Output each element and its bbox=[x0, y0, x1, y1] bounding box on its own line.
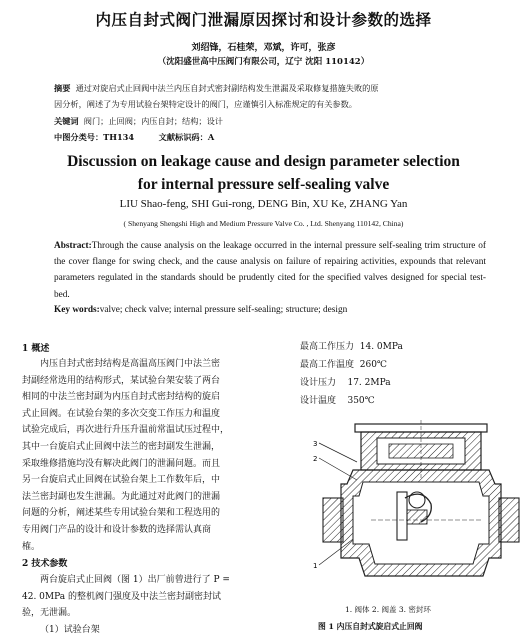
en-affiliation: ( Shenyang Shengshi High and Medium Pressure Valve Co. , Ltd. Shenyang 110142, China) bbox=[123, 219, 404, 228]
section1-line: 其中一台旋启式止回阀中法兰的密封副发生泄漏， bbox=[22, 441, 221, 452]
figure-label-2: 2 bbox=[313, 455, 318, 463]
valve-disc bbox=[397, 492, 407, 540]
figure-caption: 图 1 内压自封式旋启式止回阀 bbox=[318, 622, 423, 631]
cn-authors: 刘绍锋，石桂荣，邓斌，许可，张彦 bbox=[191, 43, 336, 53]
section1-line: 封副经常选用的结构形式，某试验台架安装了两台 bbox=[22, 375, 221, 386]
figure-parts: 1. 阀体 2. 阀盖 3. 密封环 bbox=[345, 605, 431, 614]
param-label: 设计压力 bbox=[300, 378, 337, 388]
valve-drawing bbox=[305, 418, 520, 598]
en-keywords-label: Key words: bbox=[54, 305, 100, 315]
cn-keywords-label: 关键词 bbox=[54, 116, 79, 126]
cn-abstract bbox=[54, 80, 484, 112]
outlet-end bbox=[499, 498, 519, 542]
section2-heading: 2 技术参数 bbox=[22, 559, 68, 569]
section1-line: 内压自封式密封结构是高温高压阀门中法兰密 bbox=[40, 359, 221, 369]
param-label: 设计温度 bbox=[300, 396, 337, 406]
cn-abstract-line1: 通过对旋启式止回阀中法兰内压自封式密封副结构发生泄漏及采取修复措施失败的原 bbox=[75, 83, 379, 93]
section1-line: 法兰密封副也发生泄漏。为此通过对此阀门的泄漏 bbox=[22, 491, 221, 502]
param-row bbox=[300, 356, 403, 374]
section1-line: 采取维修措施均没有解决此阀门的泄漏问题。而且 bbox=[22, 458, 221, 469]
figure-label-3: 3 bbox=[313, 440, 318, 448]
cn-affiliation: （沈阳盛世高中压阀门有限公司，辽宁 沈阳 110142） bbox=[157, 57, 370, 67]
section2-line: 验，无泄漏。 bbox=[22, 608, 77, 619]
cn-classification bbox=[54, 132, 236, 143]
param-value: 17. 2MPa bbox=[347, 378, 391, 388]
inlet-end bbox=[323, 498, 343, 542]
cn-cls-value: TH134 bbox=[103, 132, 135, 142]
cn-cls-label: 中图分类号： bbox=[54, 132, 104, 142]
en-abstract-text: Through the cause analysis on the leakage occurred in the internal pressure self-sealing trim structure of the cover flange for swing check, and the cause analysis on failure of repairing activities, expounds that relevant parameters regulated in the standards should be prudently cited for the specified valves designed for special test-bed. bbox=[54, 241, 486, 300]
param-label: 最高工作温度 bbox=[300, 360, 355, 370]
section2-body bbox=[22, 572, 270, 638]
section2-line: 两台旋启式止回阀（图 1）出厂前曾进行了 P = bbox=[40, 575, 230, 585]
en-abstract-label: Abstract: bbox=[54, 241, 92, 251]
figure-label-1: 1 bbox=[313, 562, 318, 570]
param-row bbox=[300, 392, 403, 410]
section1-line: 榷。 bbox=[22, 541, 41, 552]
cn-abstract-label: 摘要 bbox=[54, 83, 71, 93]
cn-keywords-text: 阀门；止回阀；内压自封；结构；设计 bbox=[83, 116, 223, 126]
param-label: 最高工作压力 bbox=[300, 342, 355, 352]
en-title bbox=[0, 150, 527, 196]
param-list bbox=[300, 338, 403, 410]
en-title-line2: for internal pressure self-sealing valve bbox=[137, 176, 390, 193]
section1-heading: 1 概述 bbox=[22, 344, 50, 354]
param-row bbox=[300, 338, 403, 356]
cn-doc-label: 文献标识码： bbox=[158, 132, 208, 142]
param-row bbox=[300, 374, 403, 392]
disc-nut bbox=[407, 510, 427, 524]
section1-line: 式止回阀。在试验台架的多次交变工作压力和温度 bbox=[22, 408, 221, 419]
section1-line: 试验完成后，再次进行升压升温前常温试压过程中， bbox=[22, 425, 230, 436]
en-title-line1: Discussion on leakage cause and design parameter selection bbox=[67, 153, 460, 170]
param-value: 14. 0MPa bbox=[359, 342, 403, 352]
section1-line: 问题的分析，阐述某些专用试验台架和工程选用的 bbox=[22, 508, 221, 519]
section2-line: （1）试验台架 bbox=[40, 624, 100, 635]
en-keywords-text: valve; check valve; internal pressure self-sealing; structure; design bbox=[99, 305, 348, 315]
section1-line: 专用阀门产品的设计和设计参数的选择需认真商 bbox=[22, 524, 212, 535]
en-abstract bbox=[54, 238, 486, 303]
en-keywords bbox=[54, 305, 347, 315]
section1-body bbox=[22, 356, 270, 555]
section1-line: 另一台旋启式止回阀在试验台架上工作数年后，中 bbox=[22, 475, 221, 486]
cn-keywords bbox=[54, 116, 223, 127]
cn-abstract-line2: 因分析，阐述了为专用试验台架特定设计的阀门，应谨慎引入标准规定的有关参数。 bbox=[54, 99, 357, 109]
param-value: 260℃ bbox=[359, 360, 387, 370]
cn-doc-value: A bbox=[207, 132, 215, 142]
section2-line: 42. 0MPa 的整机阀门强度及中法兰密封副密封试 bbox=[22, 591, 221, 602]
cn-title: 内压自封式阀门泄漏原因探讨和设计参数的选择 bbox=[95, 10, 432, 29]
param-value: 350℃ bbox=[347, 396, 375, 406]
section1-line: 相同的中法兰密封副为内压自封式密封结构的旋启 bbox=[22, 392, 221, 403]
en-authors: LIU Shao-feng, SHI Gui-rong, DENG Bin, XU Ke, ZHANG Yan bbox=[119, 198, 408, 210]
